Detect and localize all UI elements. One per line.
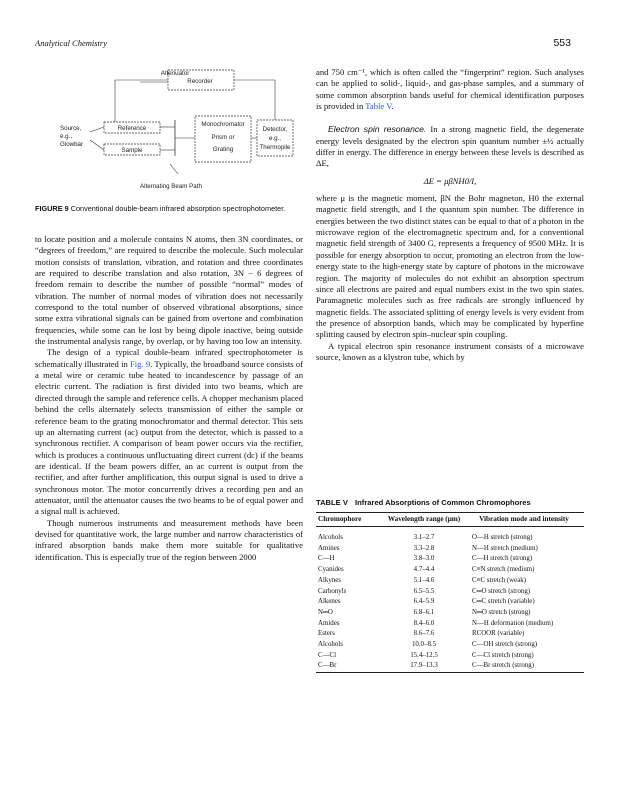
cell-wavelength: 6.5–5.5 — [413, 587, 435, 595]
cell-wavelength: 8.6–7.6 — [413, 630, 435, 638]
table-row — [316, 629, 584, 640]
figure-caption — [35, 204, 303, 214]
sample-label: Sample — [121, 147, 143, 154]
table-row — [316, 587, 584, 598]
header-chromophore: Chromophore — [318, 515, 362, 523]
cell-chromophore: Amides — [318, 619, 340, 627]
cell-wavelength: 15.4–12.5 — [410, 651, 438, 659]
table-row — [316, 554, 584, 565]
table-row — [316, 565, 584, 576]
cell-vibration: O—H stretch (strong) — [472, 534, 533, 541]
table-title — [316, 498, 584, 507]
source-label: Source, — [60, 125, 82, 132]
table-row — [316, 608, 584, 619]
grating-label: Grating — [212, 146, 234, 153]
table-row — [316, 661, 584, 672]
table-row — [316, 640, 584, 651]
running-title: Analytical Chemistry — [35, 38, 108, 48]
table-title-text: Infrared Absorptions of Common Chromophores — [355, 498, 531, 507]
cell-vibration: N—H deformation (medium) — [472, 619, 554, 627]
svg-text:Glowbar: Glowbar — [60, 141, 84, 148]
cell-vibration: N═O stretch (strong) — [472, 608, 531, 616]
table-row — [316, 597, 584, 608]
table-row — [316, 576, 584, 587]
cell-wavelength: 8.4–6.0 — [413, 619, 435, 627]
table-label: TABLE V — [316, 498, 348, 507]
header-vibration: Vibration mode and intensity — [479, 515, 569, 523]
svg-text:e.g.,: e.g., — [268, 135, 282, 142]
detector-label: Detector, — [262, 126, 288, 133]
cell-vibration: RCOOR (variable) — [472, 630, 525, 638]
fig-9-link[interactable]: Fig. 9 — [129, 358, 151, 369]
cell-chromophore: Cyanides — [318, 566, 344, 574]
left-column — [35, 234, 303, 563]
chromophores-table — [316, 512, 584, 673]
cell-vibration: N—H stretch (medium) — [472, 544, 538, 552]
svg-text:e.g.,: e.g., — [60, 133, 73, 140]
cell-wavelength: 4.7–4.4 — [413, 566, 435, 574]
table-row — [316, 619, 584, 630]
table-row — [316, 651, 584, 662]
cell-vibration: C—Cl stretch (strong) — [472, 651, 534, 659]
monochromator-label: Monochromator — [201, 121, 245, 128]
right-column — [316, 67, 584, 363]
esr-paragraph: Electron spin resonance. In a strong magnetic field, the degenerate energy levels designated by the electron spin quantum number ±½ actually differ in energy. The difference in energy between these levels is described as ΔE, — [316, 124, 584, 169]
cell-vibration: C—Br stretch (strong) — [472, 662, 535, 670]
cell-vibration: C═O stretch (strong) — [472, 587, 531, 595]
attenuator-label: Attenuator — [160, 70, 190, 77]
cell-chromophore: C—H — [318, 555, 335, 563]
cell-chromophore: Carbonyls — [318, 587, 347, 595]
cell-wavelength: 3.8–3.0 — [413, 555, 435, 563]
table-v-link[interactable]: Table V — [365, 101, 392, 112]
header-wavelength: Wavelength range (μm) — [387, 515, 461, 523]
cell-chromophore: C—Br — [318, 662, 337, 670]
right-paragraph-1: and 750 cm⁻¹, which is often called the “fingerprint” region. Such analyses can be applied to solid-, liquid-, and gas-phase samples, and a summary of some common absorption bands useful for chemical identification purposes is provided in Table V. — [316, 67, 584, 112]
figure-caption-text: Conventional double-beam infrared absorption spectrophotometer. — [70, 204, 286, 213]
table-row — [316, 544, 584, 555]
left-paragraph-3: Though numerous instruments and measurement methods have been devised for quantitative work, the large number and narrow characteristics of infrared absorption bands make them more suitable for qualitative identification. This is especially true of the region between 2000 — [35, 517, 303, 562]
table-row — [316, 527, 584, 544]
prism-label: Prism or — [211, 134, 235, 141]
left-paragraph-2: The design of a typical double-beam infrared spectrophotometer is schematically illustrated in Fig. 9. Typically, the broadband source consists of a metal wire or ceramic tube heated to incandescence by passage of an electric current. The radiation is first divided into two beams, which are directed through the sample and reference cells. A chopper mechanism placed behind the cells alternately selects transmission of either the sample or reference beam to the grating monochromator and thermal detector. This sets up an alternating current (ac) output from the detector, which is passed to a synchronous rectifier. A comparison of beam power occurs via the rectifier, which is produces a continuous unfluctuating direct current (dc) if the beams are identical. If the beam powers differ, an ac current is output from the rectifier, and after further amplification, this output signal is used to drive a synchronous motor. The motor concurrently drives a recording pen and an attenuator, until the attenuator causes the two beams to be of equal power and a signal null is achieved. — [35, 347, 303, 517]
cell-vibration: C≡N stretch (medium) — [472, 566, 535, 574]
svg-text:Thermopile: Thermopile — [259, 144, 291, 151]
right-paragraph-3: where μ is the magnetic moment, βN the Bohr magneton, H0 the external magnetic field strength, and I the quantum spin number. The difference in energies between the two distinct states can be equal to that of a photon in the microwave region of the electromagnetic spectrum and, for a conventional magnetic field strength of 3400 G, represents a frequency of 9500 MHz. It is possible for energy absorption to occur, promoting an electron from the low-energy state to the high-energy state by capture of photons in the microwave region. The majority of molecules do not exhibit an absorption spectrum since all electrons are paired and equal numbers exist in the two spin states. Paramagnetic molecules such as free radicals are strongly influenced by magnetic fields. The associated splitting of energy levels is very evident from the presence of absorption bands, which may be complicated by hyperfine splitting caused by electron spin–nuclear spin coupling. — [316, 193, 584, 340]
cell-wavelength: 3.3–2.8 — [413, 544, 435, 552]
recorder-label: Recorder — [187, 78, 213, 85]
cell-wavelength: 6.4–5.9 — [413, 598, 435, 606]
cell-chromophore: Amines — [318, 544, 340, 552]
cell-vibration: C—OH stretch (strong) — [472, 641, 538, 649]
cell-chromophore: Alcohols — [318, 534, 343, 541]
cell-wavelength: 6.8–6.1 — [413, 608, 435, 616]
cell-vibration: C≡C stretch (weak) — [472, 576, 527, 584]
right-paragraph-4: A typical electron spin resonance instrument consists of a microwave source, known as a klystron tube, which by — [316, 340, 584, 362]
left-paragraph-1: to locate position and a molecule contains N atoms, then 3N coordinates, or “degrees of freedom,” are required to describe the molecule. Such molecular motion consists of translation, vibration, and rotation and three coordinates are required to describe translation and also rotation, 3N − 6 degrees of freedom remain to describe the number of possible “normal” modes of vibration. The number of normal modes of vibration does not necessarily correspond to the total number of observed vibrational absorptions, since some extra vibrational signals can be gained from overtone and combination frequencies, while some can be lost by being dipole inactive, being outside the instrumental analysis range, by overlap, or by having too low an intensity. — [35, 234, 303, 347]
cell-wavelength: 3.1–2.7 — [413, 534, 435, 541]
cell-wavelength: 17.9–13.3 — [410, 662, 438, 670]
energy-equation: ΔE = μβNH0/I, — [423, 175, 477, 186]
cell-vibration: C—H stretch (strong) — [472, 555, 533, 563]
section-title: Electron spin resonance. — [328, 124, 427, 135]
cell-wavelength: 10.0–8.5 — [411, 641, 437, 649]
figure-caption-label: FIGURE 9 — [35, 204, 69, 213]
cell-chromophore: Alkynes — [318, 576, 341, 584]
cell-chromophore: Alkenes — [318, 598, 341, 606]
page-number: 553 — [553, 37, 571, 49]
alternating-beam-path-label: Alternating Beam Path — [140, 183, 202, 190]
cell-chromophore: C—Cl — [318, 651, 336, 659]
reference-label: Reference — [117, 125, 147, 132]
cell-vibration: C═C stretch (variable) — [472, 598, 535, 606]
cell-chromophore: Alcohols — [318, 641, 343, 649]
cell-chromophore: Esters — [318, 630, 335, 638]
spectrophotometer-diagram — [60, 60, 296, 192]
cell-wavelength: 5.1–4.6 — [413, 576, 435, 584]
cell-chromophore: N═O — [318, 608, 333, 616]
